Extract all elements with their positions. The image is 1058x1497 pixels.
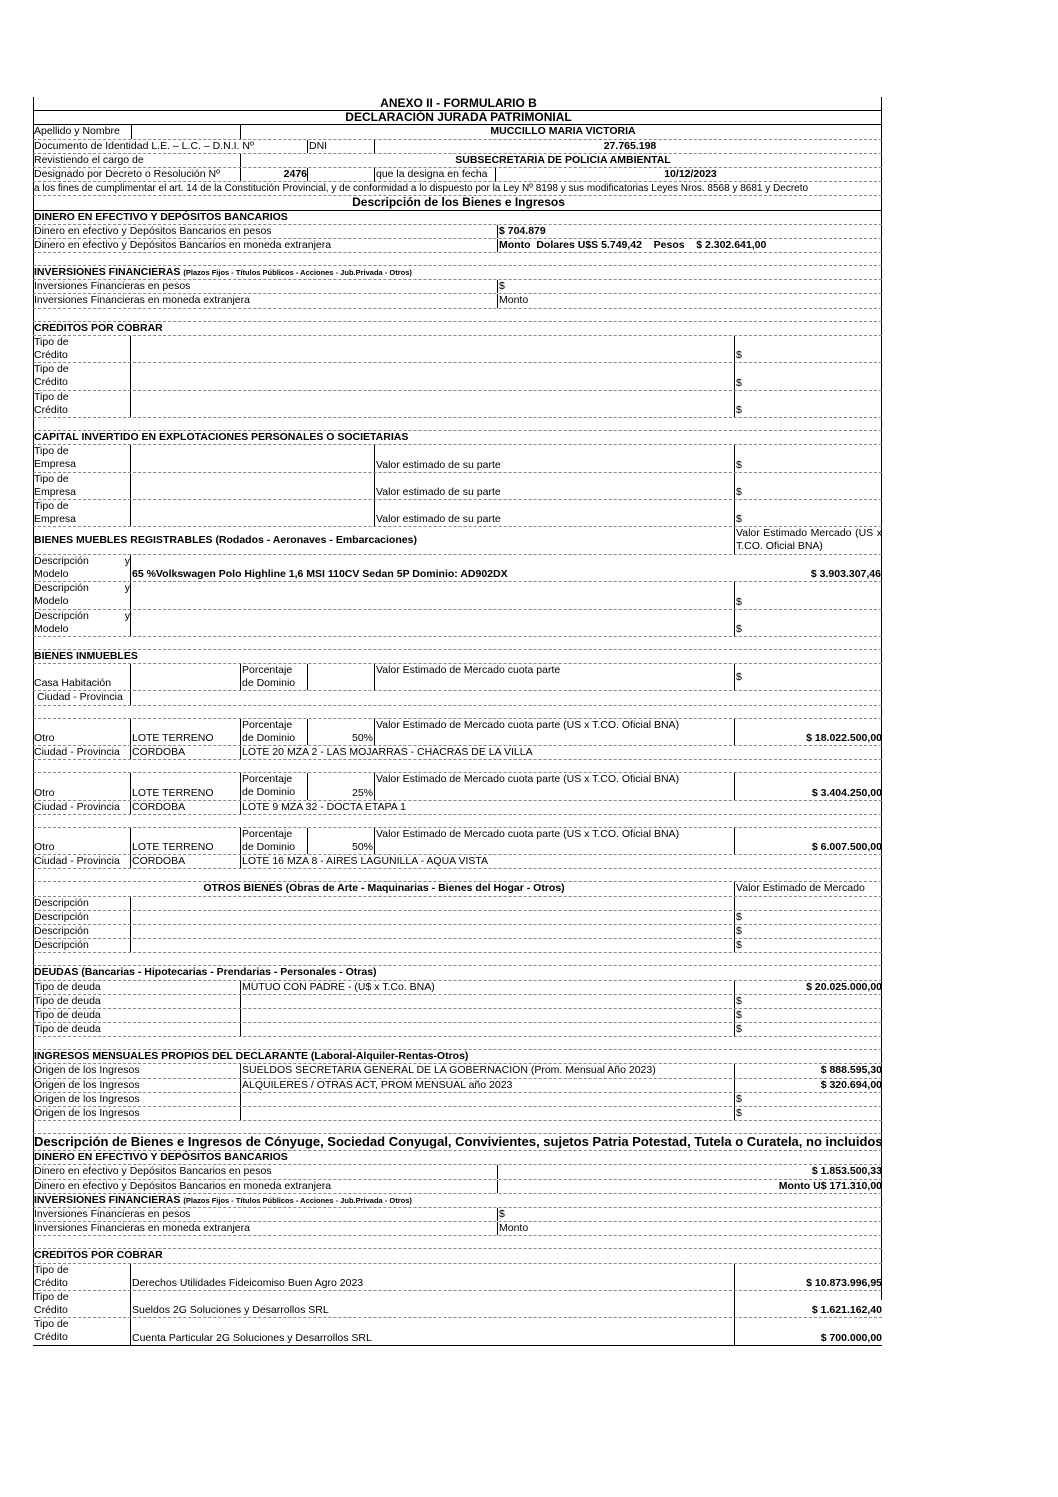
deuda-label: Tipo de deuda — [34, 1023, 101, 1036]
ingreso-label: Origen de los Ingresos — [34, 1092, 140, 1105]
dinero-title-row — [33, 211, 882, 225]
casa-provincia — [130, 691, 241, 704]
conyuge-credito-desc: Sueldos 2G Soluciones y Desarrollos SRL — [130, 1291, 735, 1317]
credito-label-line2: Crédito — [34, 376, 68, 389]
deuda-label: Tipo de deuda — [34, 980, 101, 993]
conyuge-dinero-title-row — [33, 1151, 882, 1165]
inmueble-detalle: LOTE 16 MZA 8 - AIRES LAGUNILLA - AQUA VISTA — [240, 855, 735, 868]
deuda-value: $ — [734, 995, 884, 1008]
cargo-row — [33, 154, 882, 168]
inmueble-porcentaje: 50% — [307, 719, 375, 745]
porcentaje-line1: Porcentaje — [242, 664, 293, 677]
capital-title-row — [33, 431, 882, 445]
porcentaje-line2: de Dominio — [242, 840, 296, 853]
conyuge-credito-desc: Cuenta Particular 2G Soluciones y Desarrollos SRL — [130, 1318, 735, 1344]
casa-value: $ — [734, 664, 884, 690]
mueble-label — [33, 610, 130, 636]
inmuebles-title: BIENES INMUEBLES — [34, 649, 138, 662]
date-label: que la designa en fecha — [374, 168, 496, 181]
credito-label-line1: Tipo de — [34, 1263, 69, 1276]
inmueble-label: Otro — [34, 732, 55, 745]
decree-value: 2476 — [240, 168, 309, 181]
capital-value: $ — [734, 473, 884, 499]
muebles-title-row — [33, 527, 882, 554]
deuda-label: Tipo de deuda — [34, 994, 101, 1007]
capital-label-line2: Empresa — [34, 458, 77, 471]
inmuebles-title-row — [33, 650, 882, 664]
capital-row — [33, 445, 882, 472]
capital-row — [33, 473, 882, 500]
deuda-value: $ 20.025.000,00 — [734, 981, 884, 994]
conyuge-credito-label — [33, 1291, 130, 1317]
dinero-ext-label: Dinero en efectivo y Depósitos Bancarios en moneda extranjera — [34, 238, 332, 251]
document-value: 27.765.198 — [374, 140, 884, 153]
inmueble-label: Otro — [34, 786, 55, 799]
conyuge-inv-ext-row — [33, 1222, 882, 1236]
inmueble-ciudad-label: Ciudad - Provincia — [34, 855, 120, 868]
conyuge-credito-row — [33, 1264, 882, 1291]
inmueble-label: Otro — [34, 841, 55, 854]
mueble-label-line2: Modelo — [34, 567, 69, 580]
ingreso-label: Origen de los Ingresos — [34, 1078, 140, 1091]
inmueble-value: $ 3.404.250,00 — [734, 773, 884, 799]
credito-label-line1: Tipo de — [34, 1290, 69, 1303]
conyuge-title: Descripción de Bienes e Ingresos de Cónyuge, Sociedad Conyugal, Convivientes, sujetos Patria Potestad, Tutela o Curatela, no incluidos — [34, 1134, 883, 1150]
dinero-pesos-value: $ 704.879 — [497, 225, 884, 238]
ingreso-row — [33, 1093, 882, 1107]
capital-valor-label: Valor estimado de su parte — [374, 473, 735, 499]
mueble-label-line2: Modelo — [34, 595, 69, 608]
otros-row — [33, 911, 882, 925]
conyuge-credito-value: $ 700.000,00 — [734, 1318, 884, 1344]
inversiones-ext-value: Monto — [497, 294, 884, 307]
conyuge-dinero-pesos-row — [33, 1165, 882, 1179]
dinero-pesos-label: Dinero en efectivo y Depósitos Bancarios en pesos — [34, 224, 272, 237]
mueble-desc — [130, 610, 735, 636]
capital-value: $ — [734, 445, 884, 471]
conyuge-inv-pesos-label: Inversiones Financieras en pesos — [34, 1207, 191, 1220]
otros-title: OTROS BIENES (Obras de Arte - Maquinarias - Bienes del Hogar - Otros) — [203, 882, 565, 895]
casa-porcentaje-label — [240, 664, 308, 690]
inversiones-title-text: INVERSIONES FINANCIERAS — [34, 266, 181, 279]
otros-desc — [130, 911, 735, 924]
otros-row — [33, 897, 882, 911]
ingreso-value: $ 320.694,00 — [734, 1079, 884, 1092]
inmueble-porcentaje-label — [240, 719, 308, 745]
inmueble-valor-label: Valor Estimado de Mercado cuota parte (US x T.CO. Oficial BNA) — [374, 719, 735, 745]
porcentaje-line2: de Dominio — [242, 786, 296, 799]
spacer-row — [33, 706, 882, 719]
document-row — [33, 140, 882, 154]
spacer-row — [33, 760, 882, 773]
conyuge-title-row — [33, 1134, 882, 1151]
inmueble-row — [33, 828, 882, 855]
inmueble-row — [33, 773, 882, 800]
credito-label-line2: Crédito — [34, 348, 68, 361]
ingreso-value: $ — [734, 1093, 884, 1106]
inmueble-porcentaje-label — [240, 828, 308, 854]
capital-label-line1: Tipo de — [34, 472, 69, 485]
mueble-value: $ — [734, 582, 884, 608]
inversiones-title — [33, 266, 883, 279]
inmueble-value: $ 18.022.500,00 — [734, 719, 884, 745]
inmueble-detalle: LOTE 20 MZA 2 - LAS MOJARRAS - CHACRAS DE LA VILLA — [240, 746, 735, 759]
ingreso-label: Origen de los Ingresos — [34, 1107, 140, 1120]
conyuge-dinero-title: DINERO EN EFECTIVO Y DEPÓSITOS BANCARIOS — [34, 1151, 288, 1164]
credito-label-line1: Tipo de — [34, 335, 69, 348]
spacer-row — [33, 815, 882, 828]
capital-desc — [130, 445, 375, 471]
mueble-label-desc: Descripción — [34, 609, 89, 622]
otros-value: $ — [734, 911, 884, 924]
conyuge-dinero-pesos-value: $ 1.853.500,33 — [497, 1165, 884, 1178]
conyuge-inv-title-row — [33, 1194, 882, 1208]
conyuge-dinero-ext-row — [33, 1180, 882, 1194]
legal-text-row — [33, 182, 882, 196]
mueble-row — [33, 582, 882, 609]
ingreso-row — [33, 1079, 882, 1093]
inmueble-ciudad-label: Ciudad - Provincia — [34, 746, 120, 759]
cargo-label: Revistiendo el cargo de — [34, 153, 144, 166]
spacer-row — [33, 1037, 882, 1050]
inmueble-tipo: LOTE TERRENO — [130, 719, 241, 745]
spacer-row — [33, 953, 882, 966]
inversiones-pesos-label: Inversiones Financieras en pesos — [34, 280, 191, 293]
capital-label — [33, 473, 130, 499]
casa-ciudad-row — [33, 691, 882, 705]
capital-desc — [130, 500, 375, 526]
inmueble-tipo: LOTE TERRENO — [130, 773, 241, 799]
inmueble-value: $ 6.007.500,00 — [734, 828, 884, 854]
casa-valor-label: Valor Estimado de Mercado cuota parte — [374, 664, 735, 690]
section-title-row — [33, 196, 882, 210]
capital-label-line1: Tipo de — [34, 499, 69, 512]
inversiones-title-row — [33, 266, 882, 280]
dinero-ext-row — [33, 239, 882, 253]
spacer-row — [33, 253, 882, 266]
credito-label-line2: Crédito — [34, 1331, 68, 1344]
capital-row — [33, 500, 882, 527]
inmueble-porcentaje: 50% — [307, 828, 375, 854]
porcentaje-line2: de Dominio — [242, 731, 296, 744]
form-subtitle: DECLARACIÓN JURADA PATRIMONIAL — [345, 110, 572, 125]
capital-label — [33, 500, 130, 526]
credito-label — [33, 336, 130, 362]
form-title: ANEXO II - FORMULARIO B — [380, 96, 537, 110]
decree-spacer — [307, 168, 375, 181]
mueble-row — [33, 555, 882, 582]
mueble-label-desc: Descripción — [34, 554, 89, 567]
conyuge-inv-pesos-value: $ — [497, 1208, 884, 1221]
conyuge-credito-row — [33, 1291, 882, 1318]
deuda-row — [33, 1009, 882, 1023]
credito-row — [33, 336, 882, 363]
otros-row — [33, 939, 882, 953]
ingresos-title-row — [33, 1050, 882, 1064]
credito-value: $ — [734, 391, 884, 417]
form-subtitle-row — [33, 111, 882, 125]
mueble-value: $ 3.903.307,46 — [810, 568, 881, 581]
mueble-desc — [130, 582, 735, 608]
conyuge-cred-title-row — [33, 1249, 882, 1263]
ingreso-value: $ — [734, 1107, 884, 1120]
conyuge-cred-title: CREDITOS POR COBRAR — [34, 1249, 163, 1262]
casa-label: Casa Habitación — [34, 677, 112, 690]
deuda-desc: MUTUO CON PADRE - (U$ x T.Co. BNA) — [240, 981, 735, 994]
capital-value: $ — [734, 500, 884, 526]
conyuge-credito-value: $ 1.621.162,40 — [734, 1291, 884, 1317]
capital-label-line2: Empresa — [34, 485, 77, 498]
capital-label-line2: Empresa — [34, 512, 77, 525]
capital-title: CAPITAL INVERTIDO EN EXPLOTACIONES PERSONALES O SOCIETARIAS — [34, 430, 409, 443]
mueble-label-line2: Modelo — [34, 622, 69, 635]
inmueble-porcentaje: 25% — [307, 773, 375, 799]
casa-porcentaje — [307, 664, 375, 690]
ingreso-desc — [240, 1107, 735, 1120]
ingreso-desc — [240, 1093, 735, 1106]
capital-valor-label: Valor estimado de su parte — [374, 500, 735, 526]
creditos-title-row — [33, 322, 882, 336]
otros-desc — [130, 925, 735, 938]
spacer-row — [33, 309, 882, 322]
mueble-label-y: y — [124, 609, 130, 622]
porcentaje-line1: Porcentaje — [242, 718, 293, 731]
inmueble-provincia: CORDOBA — [130, 801, 241, 814]
muebles-title: BIENES MUEBLES REGISTRABLES (Rodados - Aeronaves - Embarcaciones) — [34, 534, 417, 547]
conyuge-inv-title — [33, 1194, 883, 1207]
mueble-value: $ — [734, 610, 884, 636]
credito-label — [33, 363, 130, 389]
dinero-title: DINERO EN EFECTIVO Y DEPÓSITOS BANCARIOS — [34, 210, 288, 223]
creditos-title: CREDITOS POR COBRAR — [34, 321, 163, 334]
casa-ciudad-label: Ciudad - Provincia — [37, 691, 123, 704]
deudas-title: DEUDAS (Bancarias - Hipotecarias - Prendarias - Personales - Otras) — [34, 966, 377, 979]
legal-text: a los fines de cumplimentar el art. 14 de la Constitución Provincial, y de conformidad a lo dispuesto por la Ley Nº 8198 y sus modificatorias Leyes Nros. 8568 y 8681 y Decreto — [34, 183, 809, 195]
inmueble-porcentaje-label — [240, 773, 308, 799]
inmueble-row — [33, 719, 882, 746]
porcentaje-line1: Porcentaje — [242, 827, 293, 840]
section-title: Descripción de los Bienes e Ingresos — [352, 195, 565, 210]
conyuge-credito-value: $ 10.873.996,95 — [734, 1264, 884, 1290]
mueble-label — [33, 555, 130, 581]
porcentaje-line1: Porcentaje — [242, 773, 293, 786]
spacer-row — [33, 869, 882, 882]
conyuge-credito-label — [33, 1264, 130, 1290]
document-type: DNI — [307, 140, 375, 153]
ingresos-title: INGRESOS MENSUALES PROPIOS DEL DECLARANTE (Laboral-Alquiler-Rentas-Otros) — [34, 1050, 469, 1063]
otros-value: $ — [734, 925, 884, 938]
capital-desc — [130, 473, 375, 499]
spacer-row — [33, 418, 882, 431]
mueble-label-line1 — [34, 610, 130, 623]
ingreso-desc: SUELDOS SECRETARIA GENERAL DE LA GOBERNACION (Prom. Mensual Año 2023) — [240, 1064, 735, 1077]
mueble-label-line1 — [34, 582, 130, 595]
inversiones-pesos-row — [33, 280, 882, 294]
conyuge-inv-pesos-row — [33, 1208, 882, 1222]
deudas-title-row — [33, 966, 882, 980]
deuda-row — [33, 981, 882, 995]
decree-row — [33, 168, 882, 182]
deuda-row — [33, 1023, 882, 1037]
spacer-row — [33, 1236, 882, 1249]
mueble-label-desc: Descripción — [34, 582, 89, 595]
inmueble-ciudad-row — [33, 855, 882, 869]
credito-desc — [130, 336, 735, 362]
name-label: Apellido y Nombre — [34, 125, 120, 138]
otros-valor-label: Valor Estimado de Mercado — [734, 882, 884, 895]
otros-label: Descripción — [34, 924, 89, 937]
inmueble-ciudad-row — [33, 801, 882, 815]
ingreso-row — [33, 1107, 882, 1121]
credito-label-line2: Crédito — [34, 1303, 68, 1316]
deuda-desc — [240, 1023, 735, 1036]
ingreso-label: Origen de los Ingresos — [34, 1064, 140, 1077]
credito-label-line1: Tipo de — [34, 390, 69, 403]
mueble-label-line1 — [34, 555, 130, 568]
decree-label: Designado por Decreto o Resolución Nº — [34, 167, 220, 180]
mueble-desc: 65 %Volkswagen Polo Highline 1,6 MSI 110CV Sedan 5P Dominio: AD902DX — [130, 555, 735, 581]
dinero-pesos-row — [33, 225, 882, 239]
name-row — [33, 125, 882, 139]
otros-label: Descripción — [34, 896, 89, 909]
muebles-valor-label: Valor Estimado Mercado (US x T.CO. Oficial BNA) — [736, 527, 882, 553]
conyuge-dinero-pesos-label: Dinero en efectivo y Depósitos Bancarios en pesos — [34, 1165, 272, 1178]
spacer-row — [33, 637, 882, 650]
document-label: Documento de Identidad L.E. – L.C. – D.N.I. Nº — [34, 139, 254, 152]
credito-row — [33, 363, 882, 390]
ingreso-value: $ 888.595,30 — [734, 1064, 884, 1077]
inversiones-ext-label: Inversiones Financieras en moneda extranjera — [34, 294, 250, 307]
conyuge-credito-desc: Derechos Utilidades Fideicomiso Buen Agro 2023 — [130, 1264, 735, 1290]
porcentaje-line2: de Dominio — [242, 677, 296, 690]
credito-label-line1: Tipo de — [34, 1318, 69, 1331]
deuda-row — [33, 995, 882, 1009]
cargo-value: SUBSECRETARIA DE POLICIA AMBIENTAL — [240, 154, 884, 167]
otros-value: $ — [734, 939, 884, 952]
inmueble-provincia: CORDOBA — [130, 746, 241, 759]
capital-label-line1: Tipo de — [34, 445, 69, 458]
conyuge-inv-title-text: INVERSIONES FINANCIERAS — [34, 1193, 181, 1206]
credito-label — [33, 391, 130, 417]
credito-row — [33, 391, 882, 418]
mueble-row — [33, 610, 882, 637]
deuda-value: $ — [734, 1023, 884, 1036]
ingreso-row — [33, 1064, 882, 1078]
otros-desc — [130, 939, 735, 952]
declaration-form — [33, 97, 882, 1346]
conyuge-credito-label — [33, 1318, 130, 1344]
conyuge-inv-ext-value: Monto — [497, 1222, 884, 1235]
otros-title-row — [33, 882, 882, 896]
credito-desc — [130, 391, 735, 417]
name-spacer — [131, 125, 241, 138]
mueble-label-y: y — [124, 582, 130, 595]
credito-label-line2: Crédito — [34, 1276, 68, 1289]
casa-row — [33, 664, 882, 691]
date-value: 10/12/2023 — [495, 168, 884, 181]
credito-label-line1: Tipo de — [34, 363, 69, 376]
inmueble-ciudad-row — [33, 746, 882, 760]
credito-desc — [130, 363, 735, 389]
inversiones-ext-row — [33, 294, 882, 308]
inmueble-valor-label: Valor Estimado de Mercado cuota parte (US x T.CO. Oficial BNA) — [374, 773, 735, 799]
otros-label: Descripción — [34, 910, 89, 923]
conyuge-credito-row — [33, 1318, 882, 1345]
otros-label: Descripción — [34, 939, 89, 952]
ingreso-desc: ALQUILERES / OTRAS ACT, PROM MENSUAL año 2023 — [240, 1079, 735, 1092]
inmueble-provincia: CORDOBA — [130, 855, 241, 868]
inversiones-title-note: (Plazos Fijos - Títulos Públicos - Acciones - Jub.Privada - Otros) — [183, 268, 412, 278]
conyuge-inv-ext-label: Inversiones Financieras en moneda extranjera — [34, 1222, 250, 1235]
otros-row — [33, 925, 882, 939]
credito-value: $ — [734, 336, 884, 362]
deuda-desc — [240, 995, 735, 1008]
conyuge-dinero-ext-label: Dinero en efectivo y Depósitos Bancarios en moneda extranjera — [34, 1179, 332, 1192]
otros-value — [734, 897, 884, 910]
inmueble-detalle: LOTE 9 MZA 32 - DOCTA ETAPA 1 — [240, 801, 735, 814]
deuda-desc — [240, 1009, 735, 1022]
casa-tipo — [130, 664, 241, 690]
mueble-label-y: y — [124, 554, 130, 567]
credito-label-line2: Crédito — [34, 403, 68, 416]
capital-valor-label: Valor estimado de su parte — [374, 445, 735, 471]
deuda-value: $ — [734, 1009, 884, 1022]
dinero-ext-value: Monto Dolares U$S 5.749,42 Pesos $ 2.302.641,00 — [497, 239, 884, 252]
otros-desc — [130, 897, 735, 910]
conyuge-dinero-ext-value: Monto U$ 171.310,00 — [497, 1180, 884, 1193]
conyuge-inv-title-note: (Plazos Fijos - Títulos Públicos - Acciones - Jub.Privada - Otros) — [183, 1195, 412, 1205]
inversiones-pesos-value: $ — [497, 280, 884, 293]
name-value: MUCCILLO MARIA VICTORIA — [240, 125, 884, 138]
capital-label — [33, 445, 130, 471]
spacer-row — [33, 1121, 882, 1134]
mueble-label — [33, 582, 130, 608]
inmueble-ciudad-label: Ciudad - Provincia — [34, 800, 120, 813]
deuda-label: Tipo de deuda — [34, 1008, 101, 1021]
credito-value: $ — [734, 363, 884, 389]
inmueble-valor-label: Valor Estimado de Mercado cuota parte (US x T.CO. Oficial BNA) — [374, 828, 735, 854]
inmueble-tipo: LOTE TERRENO — [130, 828, 241, 854]
